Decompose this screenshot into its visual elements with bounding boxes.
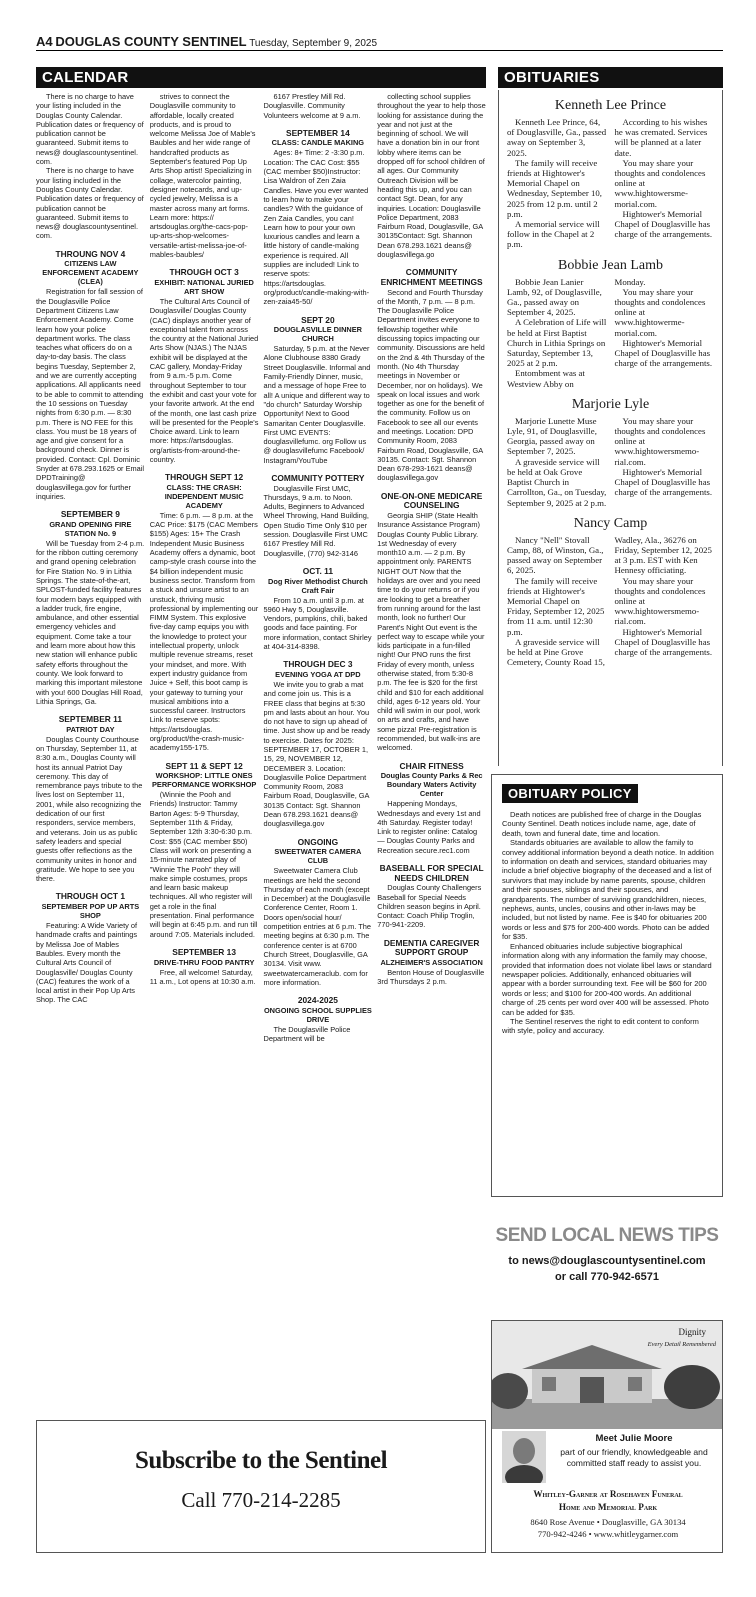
obituary-paragraph: Hightower's Memorial Chapel of Douglasville has charge of the arrangements. bbox=[614, 337, 713, 369]
obituaries-section bbox=[498, 90, 723, 766]
event-subtitle: ALZHEIMER'S ASSOCIATION bbox=[380, 957, 483, 967]
issue-date: Tuesday, September 9, 2025 bbox=[249, 38, 378, 49]
event-description: collecting school supplies throughout the year to help those looking for assistance during the year and not just at the beginning of school. We will have a donation bin in our front lobby where items can be dropped off for school children of all ages. Our Community Outreach Division will be heading this up, and you can contact Sgt. Dean, for any inquiries. Location: Douglasville Police Department, 2083 Fairburn Road, Douglasville, GA 30135Contact: Sgt. Shannon Dean 678.293.1621 deans@ douglasvillega.go bbox=[377, 92, 486, 260]
obituary-name: Kenneth Lee Prince bbox=[554, 98, 667, 113]
event-title: ONGOING bbox=[297, 836, 339, 847]
event-subtitle: DOUGLASVILLE DINNER CHURCH bbox=[273, 325, 363, 344]
obituary-paragraph: You may share your thoughts and condolences online at www.hightowersmemo-rial.com. bbox=[614, 575, 706, 627]
event-title: THROUGH DEC 3 bbox=[283, 659, 353, 670]
policy-paragraph: Enhanced obituaries include subjective biographical information along with any information the family may choose, provided that information does not violate libel laws or standard newspaper policies. Additionally, enhanced obituaries will appear with a border surrounding text. Fee will be $60 for 200 words or less; and $100 for 200-400 words. An additional charge of .25 cents per word over 400 will be assessed. Photo can be added for $35. bbox=[502, 941, 712, 1017]
funeral-home-ad bbox=[491, 1320, 723, 1553]
event-title: CHAIR FITNESS bbox=[399, 760, 464, 771]
policy-paragraph: The Sentinel reserves the right to edit content to conform with style, policy and accuracy. bbox=[502, 1016, 699, 1036]
event-subtitle: SEPTEMBER POP UP ARTS SHOP bbox=[41, 902, 140, 921]
event-title: SEPTEMBER 11 bbox=[58, 714, 123, 725]
obituary-paragraph: You may share your thoughts and condolences online at www.hightowersme-morial.com. bbox=[614, 157, 706, 209]
obituary-name: Nancy Camp bbox=[573, 515, 648, 531]
event-description: Ages: 8+ Time: 2 -3:30 p.m. Location: The CAC Cost: $55 (CAC member $50)Instructor: Lisa Waldron of Zen Zaia Candles. Have you ever wanted to learn how to make your candles? With the guidance of Zen Zaia Candles, you can! Learn how to pour your own luxurious candles and learn a little history of candle-making experience is required. All supplies are included! Link to reserve spots: https://artsdouglas. org/product/candle-making-with-zen-zaia45-50/ bbox=[263, 148, 370, 307]
event-title: THROUGH SEPT 12 bbox=[165, 472, 244, 483]
event-description: strives to connect the Douglasville community to affordable, locally created products, and is proud to welcome Melissa Joe of Mable's Baubles and her wide range of handcrafted products as September's featured Pop Up Arts Shop artist! Specializing in collage, watercolor painting, designer notecards, and up-cycled jewelry, Melissa is a master across many art forms. Learn more: https:// artsdouglas.org/the-cacs-pop-up-arts-shop-welcomes-versatile-artist-melissa-joe-of-mables-baubles/ bbox=[149, 92, 256, 260]
obituary-entry bbox=[499, 397, 722, 508]
obituary-paragraph: According to his wishes he was cremated. Services will be planned at a later date. bbox=[614, 117, 708, 158]
event-subtitle: Douglas County Parks & Rec Boundary Waters Activity Center bbox=[380, 771, 483, 799]
event-subtitle: DRIVE-THRU FOOD PANTRY bbox=[153, 957, 255, 967]
calendar-column-4 bbox=[377, 92, 486, 1412]
obituary-paragraph: Hightower's Memorial Chapel of Douglasville has charge of the arrangements. bbox=[614, 626, 713, 657]
subscribe-phone: Call 770-214-2285 bbox=[181, 1488, 341, 1512]
event-subtitle: EVENING YOGA AT DPD bbox=[275, 669, 361, 679]
ad-text-area bbox=[492, 1429, 723, 1553]
news-tips-box bbox=[491, 1205, 723, 1309]
building-illustration bbox=[492, 1321, 723, 1429]
event-description: The Douglasville Police Department will be bbox=[263, 1024, 351, 1044]
funeral-home-photo bbox=[492, 1321, 723, 1429]
news-tips-headline: SEND LOCAL NEWS TIPS bbox=[495, 1225, 719, 1246]
obituary-entry bbox=[499, 258, 722, 389]
meet-staff-heading: Meet Julie Moore bbox=[595, 1433, 673, 1444]
obituary-paragraph: Hightower's Memorial Chapel of Douglasville has charge of the arrangements. bbox=[614, 208, 713, 240]
event-description: Time: 6 p.m. — 8 p.m. at the CAC Price: $175 (CAC Members $155) Ages: 15+ The Crash Independent Music Business Academy offers a dynamic, boot camp-style crash course into the $4 billion independent music business sector. Transform from a stuck and unsure artist to an unstuck, thriving music professional by implementing our FIMM System. This explosive five-day camp equips you with the knowledge to protect your intellectual property, unlock multiple revenue streams, reset your mindset, and more. With expert industry guidance from Juice + Self, this boot camp is your gateway to turning your musical ambitions into a successful career. Instructors Link to reserve spots: https://artsdouglas. org/product/the-crash-music-academy155-175. bbox=[149, 510, 259, 753]
calendar-section bbox=[36, 92, 486, 1412]
event-title: THROUNG NOV 4 bbox=[55, 248, 126, 259]
obituary-paragraph: The family will receive friends at Hightower's Memorial Chapel on Wednesday, September 10, 2025 from 12 p.m. until 2 p.m. bbox=[507, 157, 602, 219]
obituary-list bbox=[499, 98, 722, 667]
obituary-policy-box bbox=[491, 774, 723, 1197]
calendar-column-1 bbox=[36, 92, 145, 1412]
obituary-entry bbox=[499, 98, 722, 250]
event-description: Featuring: A Wide Variety of handmade crafts and paintings by Melissa Joe of Mables Baubles. Every month the Cultural Arts Council of Douglasville/ Douglas County (CAC) features the work of a local artist in their Pop Up Arts Shop. The CAC bbox=[36, 921, 138, 1005]
event-title: COMMUNITY POTTERY bbox=[271, 472, 365, 483]
calendar-column-2 bbox=[150, 92, 259, 1412]
subscribe-headline: Subscribe to the Sentinel bbox=[134, 1447, 388, 1474]
event-subtitle: CLASS: THE CRASH: INDEPENDENT MUSIC ACADEMY bbox=[164, 482, 244, 510]
event-title: DEMENTIA CAREGIVER SUPPORT GROUP bbox=[383, 937, 480, 958]
obituary-paragraph: Hightower's Memorial Chapel of Douglasville has charge of the arrangements. bbox=[614, 466, 713, 498]
event-subtitle: CLASS: CANDLE MAKING bbox=[271, 138, 365, 148]
obituary-paragraph: A graveside service will be held at Oak Grove Baptist Church in Carrollton, Ga., on Tuesday, September 9, 2025 at 2 p.m. bbox=[507, 456, 607, 508]
event-subtitle: ONGOING SCHOOL SUPPLIES DRIVE bbox=[263, 1005, 372, 1024]
event-subtitle: SWEETWATER CAMERA CLUB bbox=[274, 847, 362, 866]
event-subtitle: GRAND OPENING FIRE STATION No. 9 bbox=[49, 519, 132, 538]
page-header bbox=[36, 34, 723, 49]
event-description: Registration for fall session of the Douglasville Police Department Citizens Law Enforcement Academy. Come learn how your police department works. The class teaches what officers do on a day-to-day basis. The class begins Tuesday, September 2, and we are currently accepting applications. All applicants need to be able to commit to attending the 10 sessions on Tuesday nights from 6:30 p.m. — 8:30 p.m. There is NO FEE for this class. You must be 18 years of age and give consent for a background check. Dinner is provided. Contact: Cpl. Dominic Snyder at 678.293.1625 or Email DPDTraining@ douglasvillega.gov for further inquiries. bbox=[36, 287, 145, 501]
policy-paragraph: Death notices are published free of charge in the Douglas County Sentinel. Death notices include name, age, date of death, town and funeral date, time and location. bbox=[502, 810, 702, 838]
obituary-paragraph: A graveside service will be held at Pine Grove Cemetery, County Road 15, Wadley, Ala., 36276 on Friday, September 12, 2025 at 3 p.m. EST with Ken Hennesy officiating. bbox=[507, 534, 712, 668]
event-subtitle: WORKSHOP: LITTLE ONES PERFORMANCE WORKSHOP bbox=[151, 771, 257, 790]
obituary-body bbox=[507, 416, 714, 508]
obituary-paragraph: The family will receive friends at Hightower's Memorial Chapel on Friday, September 12, 2025 from 11 a.m. until 12:30 p.m. bbox=[507, 575, 605, 637]
event-title: 2024-2025 bbox=[297, 995, 338, 1006]
event-subtitle: Dog River Methodist Church Craft Fair bbox=[267, 576, 368, 595]
event-description: Will be Tuesday from 2-4 p.m. for the ribbon cutting ceremony and grand opening celebration for Fire Station No. 9 in Lithia Springs. The state-of-the-art, SPLOST-funded facility features four modern bays equipped with a ladder truck, fire engine, ambulance, and other essential emergency vehicles and equipment. Come take a tour and learn more about how this new station will enhance public safety efforts throughout the county. We look forward to marking this important milestone with you! 600 Douglas Hill Road, Lithia Springs, Ga. bbox=[36, 538, 145, 706]
event-description: The Cultural Arts Council of Douglasville/ Douglas County (CAC) displays another year of exceptional talent from across the country at the National Juried Arts Show (NJAS.) The NJAS exhibit will be displayed at the CAC gallery, Monday-Friday from 9 a.m.-5 p.m. Come throughout September to tour the exhibit and cast your vote for your favorite artwork. At the end of the month, one last cash prize will be presented for the People's Choice award. Link to learn more: https://artsdouglas. org/artists-from-around-the-country. bbox=[149, 296, 259, 464]
event-subtitle: EXHIBIT: NATIONAL JURIED ART SHOW bbox=[154, 277, 254, 296]
event-description: Happening Mondays, Wednesdays and every 1st and 4th Saturday. Register today! Link to register online: Catalog — Douglas County Parks and Recreation secure.rec1.com bbox=[377, 799, 481, 855]
obituary-paragraph: Bobbie Jean Lanier Lamb, 92, of Douglasville, Ga., passed away on September 4, 2025. bbox=[507, 276, 602, 318]
event-description: Sweetwater Camera Club meetings are held the second Thursday of each month (except in December) at the Douglasville Conference Center, Room 1. Doors open/social hour/ competition entries at 6 p.m. The meeting begins at 6:30 p.m. The conference center is at 6700 Church Street, Douglasville, GA 30134. Visit www. sweetwatercameraclub. com for more information. bbox=[263, 866, 371, 987]
event-title: SEPTEMBER 9 bbox=[60, 509, 120, 520]
paper-name: DOUGLAS COUNTY SENTINEL bbox=[55, 34, 247, 49]
obituary-body bbox=[507, 117, 714, 250]
obituary-body bbox=[507, 535, 714, 668]
event-description: From 10 a.m. until 3 p.m. at 5960 Hwy 5, Douglasville. Vendors, pumpkins, chili, baked goods and face painting. For more information, contact Shirley at 404-314-8398. bbox=[263, 595, 372, 652]
dignity-tagline: Every Detail Remembered bbox=[647, 1341, 716, 1348]
header-rule bbox=[36, 50, 723, 51]
funeral-home-name: Whitley-Garner at Rosehaven Funeral bbox=[533, 1489, 683, 1499]
dignity-logo: Dignity bbox=[678, 1327, 706, 1337]
staff-description: part of our friendly, knowledgeable and committed staff ready to assist you. bbox=[560, 1447, 708, 1468]
event-title: SEPT 11 & SEPT 12 bbox=[165, 760, 243, 771]
event-description: Douglasville First UMC, Thursdays, 9 a.m. to Noon. Adults, Beginners to Advanced Wheel Throwing, Hand Building, Open Studio Time Only $10 per session. Douglasville First UMC 6167 Prestley Mill Rd. Douglasville, (770) 942-3146 bbox=[263, 483, 369, 558]
event-title: COMMUNITY ENRICHMENT MEETINGS bbox=[380, 267, 483, 287]
event-title: SEPTEMBER 13 bbox=[172, 946, 236, 957]
policy-paragraph: Standards obituaries are available to allow the family to convey additional information beyond a death notice. In addition to information on death and services, standard obituaries may include a brief objective biography of the deceased and a list of survivors that may include by name parents, spouse, children and their spouses, siblings and their spouses, and grandparents. The number of surviving grandchildren, nieces, nephews, aunts, uncles, cousins and other in-laws may be included, but not listed by name. Fee is $40 for obituaries 200 words or less and $75 for 200-400 words. Photo can be added for $35. bbox=[502, 838, 714, 942]
obituaries-title: OBITUARIES bbox=[498, 67, 723, 88]
event-description: Saturday, 5 p.m. at the Never Alone Clubhouse 8380 Grady Street Douglasville. Informal and Family-Friendly Dinner, music, and a message of hope Free to all! A unique and different way to "do church" Saturday Worship Opportunity! Next to Good Samaritan Center Douglasville. First UMC EVENTS: douglasvillefumc. org Follow us @ douglasvillefumc Facebook/ Instagram/YouTube bbox=[263, 344, 371, 465]
obituary-paragraph: Entombment was at Westview Abby on Monday. bbox=[507, 276, 646, 389]
event-description: Second and Fourth Thursday of the Month, 7 p.m. — 8 p.m. The Douglasville Police Department invites everyone to fellowship together while discussing topics impacting our community. Discussions are held on the 2nd & 4th Thursday of the month. (No 4th Thursday meetings in November or December, nor on holidays). We speak on local issues and work together as one for the benefit of the community. Follow us on Facebook to see all our events and meetings. Location: DPD Community Room, 2083 Fairburn Road, Douglasville, GA 30135. Contact: Sgt. Shannon Dean 678-293-1621 deans@ douglasvillega.gov bbox=[377, 287, 485, 483]
obituary-paragraph: A Celebration of Life will be held at First Baptist Church in Lithia Springs on Saturday, September 13, 2025 at 2 p.m. bbox=[507, 317, 607, 369]
event-description: Georgia SHIP (State Health Insurance Assistance Program) Douglas County Public Library. 1st Wednesday of every month10 a.m. — 2 p.m. By appointment only. PARENTS NIGHT OUT Now that the holidays are over and you need time to do your returns or if you are looking to get a breather from running around for the last month, look no further! Our Parent's Night Out event is the perfect way to escape while your kids participate in a fun-filled night! Our PNO runs the first Friday of every month, unless otherwise stated, from 5:30-8 p.m. The fee is $20 for the first child and $10 for each additional child, ages 6-12 years old. Your child will swim in our pool, work on arts and crafts, and have some pizza! Pre-registration is recommended, but walk-ins are welcomed. bbox=[377, 510, 485, 753]
obituary-body bbox=[507, 277, 714, 389]
obituary-name: Marjorie Lyle bbox=[571, 396, 650, 412]
event-description: Douglas County Challengers Baseball for Special Needs Children season begins in April. Contact: Coach Philip Troglin, 770-941-2209. bbox=[377, 883, 482, 930]
event-description: Douglas County Courthouse on Thursday, September 11, at 8:30 a.m., Douglas County will host its annual Patriot Day ceremony. This day of remembrance pays tribute to the lives lost on September 11, 2001, while also recognizing the dedication of our first responders, service members, and veterans. Join us as public safety leaders and special guests offer reflections as the community unites in honor and gratitude. We hope to see you there. bbox=[36, 734, 143, 884]
obituary-name: Bobbie Jean Lamb bbox=[558, 257, 663, 273]
event-subtitle: CITIZENS LAW ENFORCEMENT ACADEMY (CLEA) bbox=[42, 259, 139, 287]
subscribe-box bbox=[36, 1420, 486, 1553]
event-title: SEPTEMBER 14 bbox=[285, 127, 350, 138]
event-description: Free, all welcome! Saturday, 11 a.m., Lot opens at 10:30 a.m. bbox=[149, 967, 256, 986]
event-description: We invite you to grab a mat and come join us. This is a FREE class that begins at 5:30 pm and lasts about an hour. You do not have to sign up ahead of time. Just show up and be ready to exercise. Dates for 2025: SEPTEMBER 17, OCTOBER 1, 15, 29, NOVEMBER 12, DECEMBER 3. Location: Douglasville Police Department Community Room, 2083 Fairburn Road, Douglasville, GA 30135 Contact: Sgt. Shannon Dean 678.293.1621 deans@ douglasvillega.gov bbox=[263, 679, 370, 829]
obituary-paragraph: Kenneth Lee Prince, 64, of Douglasville, Ga., passed away on September 3, 2025. bbox=[507, 117, 607, 158]
event-title: THROUGH OCT 3 bbox=[169, 267, 239, 278]
event-subtitle: PATRIOT DAY bbox=[66, 724, 115, 734]
page-number: A4 bbox=[36, 34, 53, 49]
obituary-paragraph: Marjorie Lunette Muse Lyle, 91, of Douglasville, Georgia, passed away on September 7, 2025. bbox=[507, 415, 597, 457]
funeral-home-address: 8640 Rose Avenue • Douglasville, GA 30134 bbox=[530, 1517, 686, 1527]
obituary-policy-title: OBITUARY POLICY bbox=[502, 784, 638, 803]
event-title: BASEBALL FOR SPECIAL NEEDS CHILDREN bbox=[379, 863, 484, 883]
event-description: Benton House of Douglasville 3rd Thursdays 2 p.m. bbox=[377, 967, 485, 987]
event-title: ONE-ON-ONE MEDICARE COUNSELING bbox=[380, 490, 483, 511]
event-description: There is no charge to have your listing included in the Douglas County Calendar. Publication dates or frequency of publication cannot be guaranteed. Submit items to news@ douglascountysentinel. com. bbox=[36, 92, 144, 167]
calendar-column-3 bbox=[264, 92, 373, 1412]
obituary-paragraph: A memorial service will follow in the Chapel at 2 p.m. bbox=[507, 219, 600, 250]
obituary-policy-text bbox=[502, 810, 714, 1036]
event-description: 6167 Prestley Mill Rd. Douglasville. Community Volunteers welcome at 9 a.m. bbox=[263, 92, 361, 120]
news-tips-phone: or call 770-942-6571 bbox=[555, 1271, 659, 1283]
obituary-paragraph: You may share your thoughts and condolences online at www.hightowersmemo-rial.com. bbox=[614, 415, 706, 467]
obituary-paragraph: Nancy "Nell" Stovall Camp, 88, of Winston, Ga., passed away on September 6, 2025. bbox=[507, 534, 604, 576]
event-title: OCT. 11 bbox=[302, 565, 333, 576]
event-description: There is no charge to have your listing included in the Douglas County Calendar. Publication dates or frequency of publication cannot be guaranteed. Submit items to news@ douglascountysentinel. com. bbox=[36, 166, 144, 241]
news-tips-email: to news@douglascountysentinel.com bbox=[508, 1255, 706, 1267]
event-title: SEPT 20 bbox=[301, 314, 335, 325]
obituary-entry bbox=[499, 516, 722, 668]
calendar-title: CALENDAR bbox=[36, 67, 486, 88]
funeral-home-contact: 770-942-4246 • www.whitleygarner.com bbox=[537, 1529, 679, 1539]
event-title: THROUGH OCT 1 bbox=[55, 891, 126, 902]
staff-portrait bbox=[502, 1431, 546, 1483]
event-description: (Winnie the Pooh and Friends) Instructor: Tammy Barton Ages: 5-9 Thursday, September 11th & Friday, September 12th 3:30-6:30 p.m. Cost: $55 (CAC member $50) Class will work on presenting a 15-minute narrated play of "Winnie The Pooh" they will make simple costumes, props and learn basic makeup techniques. All who register will get a role in the final presentation. Final performance will begin at 6:45 p.m. and run till around 7:05. Materials included. bbox=[149, 790, 258, 939]
obituary-paragraph: You may share your thoughts and condolences online at www.hightowerme-morial.com. bbox=[614, 286, 706, 338]
funeral-home-name-2: Home and Memorial Park bbox=[558, 1502, 658, 1512]
